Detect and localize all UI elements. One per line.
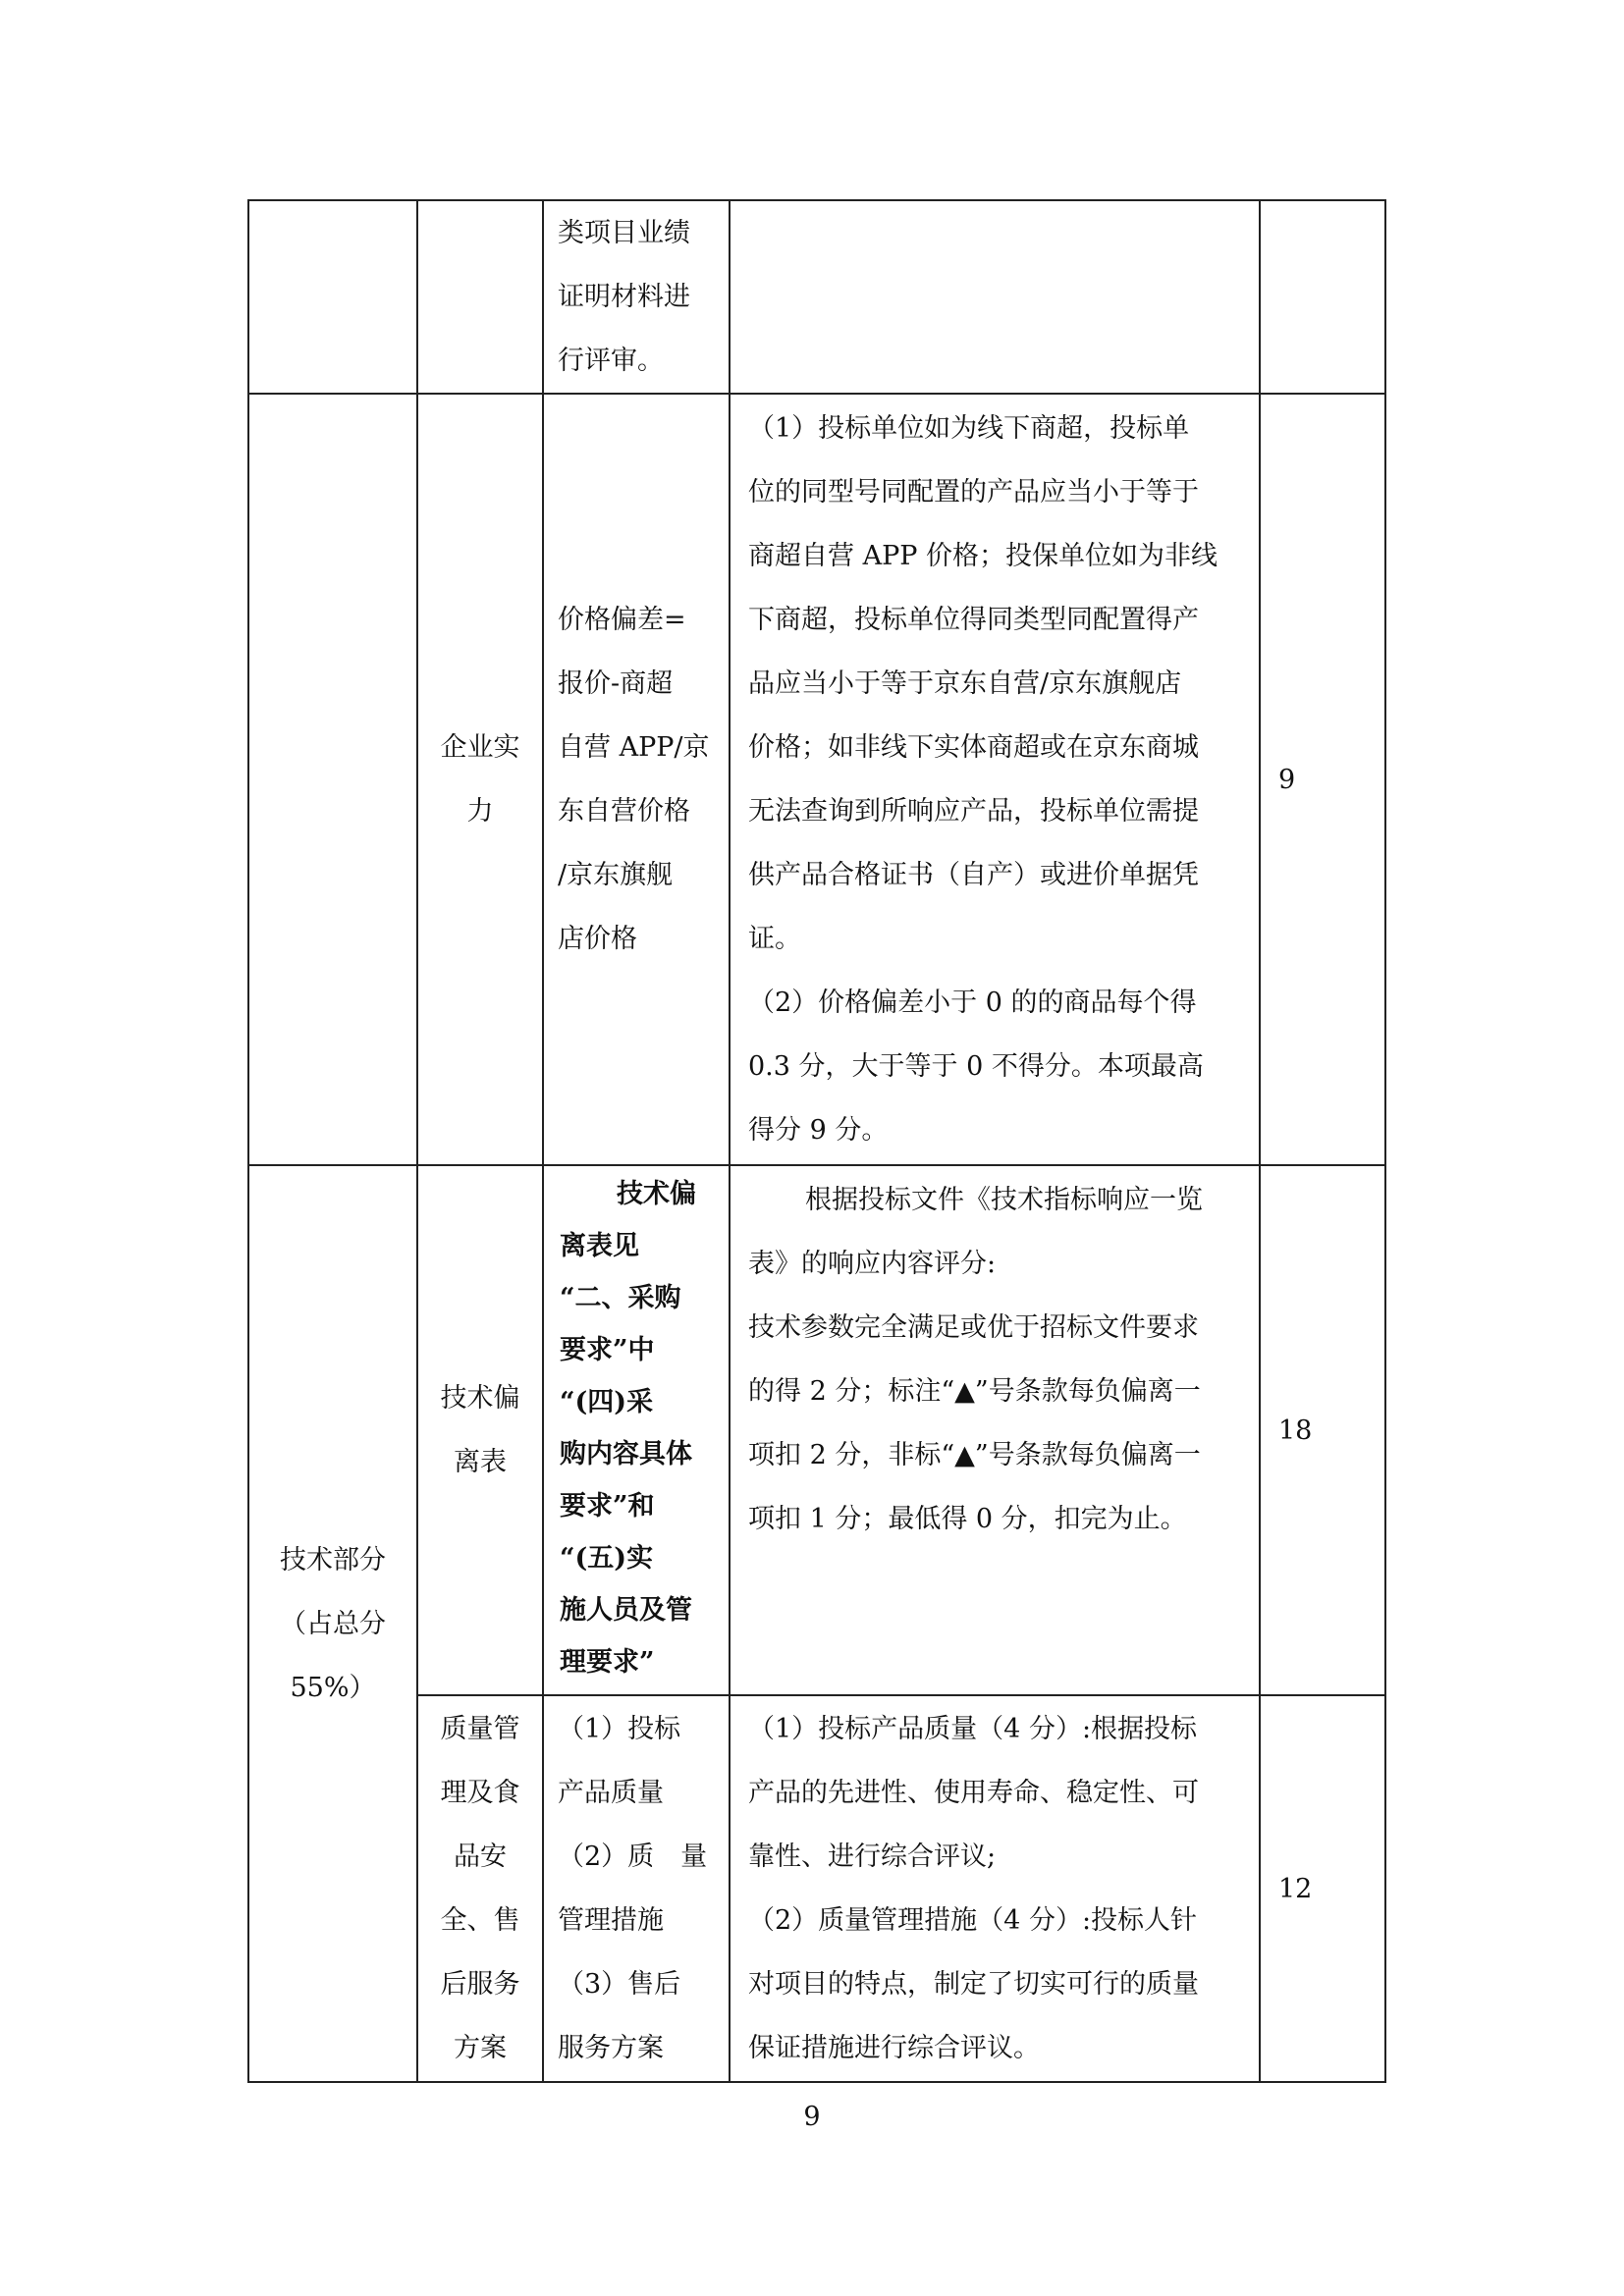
standard-cell (543, 1695, 730, 2082)
description-line: 项扣 2 分，非标“▲”号条款每负偏离一 (748, 1440, 1201, 1470)
category-cell-continued (248, 200, 417, 394)
description-cell (730, 1165, 1260, 1695)
description-line: （2）价格偏差小于 0 的的商品每个得 (748, 988, 1197, 1018)
standard-line: （2）质 量 (558, 1842, 708, 1872)
description-line: （1）投标产品质量（4 分）:根据投标 (748, 1714, 1198, 1744)
standard-line: 价格偏差= (558, 605, 686, 635)
category-cell-continued (248, 394, 417, 1165)
subitem-line: 全、售 (440, 1905, 520, 1936)
description-cell (730, 394, 1260, 1165)
standard-line: “(五)实 (560, 1543, 654, 1574)
standard-line: 技术偏 (617, 1179, 696, 1209)
table-row-performance-continued (248, 200, 1385, 394)
subitem-line: 技术偏 (440, 1383, 520, 1414)
description-line: 靠性、进行综合评议; (748, 1842, 997, 1872)
standard-line: 产品质量 (558, 1778, 664, 1808)
table-row-technical-deviation (248, 1165, 1385, 1695)
standard-cell (543, 394, 730, 1165)
subitem-line: 力 (466, 796, 494, 827)
description-line: 的得 2 分；标注“▲”号条款每负偏离一 (748, 1376, 1201, 1407)
score-value: 12 (1278, 1873, 1313, 1904)
score-cell (1260, 200, 1385, 394)
standard-line: 自营 APP/京 (558, 732, 710, 763)
standard-line: 施人员及管 (560, 1595, 692, 1626)
description-line: 无法查询到所响应产品，投标单位需提 (748, 796, 1199, 827)
standard-line: 报价-商超 (558, 668, 674, 699)
standard-line: “(四)采 (560, 1387, 654, 1417)
description-line: 技术参数完全满足或优于招标文件要求 (748, 1312, 1199, 1343)
score-value: 9 (1278, 764, 1296, 795)
standard-line: 店价格 (558, 924, 637, 954)
score-cell (1260, 1695, 1385, 2082)
scoring-table (247, 199, 1386, 2083)
score-value: 18 (1278, 1415, 1313, 1446)
standard-line: 购内容具体 (560, 1439, 692, 1469)
standard-line: （1）投标 (558, 1714, 681, 1744)
description-line: 项扣 1 分；最低得 0 分，扣完为止。 (748, 1504, 1187, 1534)
standard-line: 要求”中 (560, 1335, 655, 1365)
standard-line: 东自营价格 (558, 796, 690, 827)
category-line: 技术部分 (280, 1544, 386, 1575)
description-line: 品应当小于等于京东自营/京东旗舰店 (748, 668, 1182, 699)
description-line: 商超自营 APP 价格；投保单位如为非线 (748, 541, 1218, 571)
standard-line: /京东旗舰 (558, 860, 674, 890)
subitem-line: 品安 (454, 1842, 507, 1872)
description-line: 下商超，投标单位得同类型同配置得产 (748, 605, 1199, 635)
description-line: （1）投标单位如为线下商超，投标单 (748, 413, 1190, 444)
standard-line: 要求”和 (560, 1491, 655, 1522)
page-number: 9 (803, 2102, 821, 2132)
table-row-enterprise-strength (248, 394, 1385, 1165)
subitem-cell (417, 1165, 543, 1695)
standard-line: 离表见 (560, 1231, 639, 1261)
description-line: 产品的先进性、使用寿命、稳定性、可 (748, 1778, 1199, 1808)
description-line: 价格；如非线下实体商超或在京东商城 (748, 732, 1199, 763)
subitem-cell (417, 1695, 543, 2082)
description-line: 0.3 分，大于等于 0 不得分。本项最高 (748, 1051, 1204, 1082)
description-cell (730, 1695, 1260, 2082)
category-line: （占总分 (280, 1608, 386, 1639)
table-row-quality-management (248, 1695, 1385, 2082)
subitem-line: 离表 (454, 1447, 507, 1477)
standard-line: 证明材料进 (558, 282, 690, 312)
description-line: 对项目的特点，制定了切实可行的质量 (748, 1969, 1199, 2000)
description-cell (730, 200, 1260, 394)
category-cell-technical (248, 1165, 417, 2082)
description-line: 位的同型号同配置的产品应当小于等于 (748, 477, 1199, 507)
category-line: 55%） (290, 1672, 376, 1703)
description-line: 证。 (748, 924, 801, 954)
subitem-cell (417, 394, 543, 1165)
standard-line: 服务方案 (558, 2033, 664, 2063)
score-cell (1260, 394, 1385, 1165)
description-line: 得分 9 分。 (748, 1115, 889, 1146)
description-line: 供产品合格证书（自产）或进价单据凭 (748, 860, 1199, 890)
description-line: 根据投标文件《技术指标响应一览 (805, 1185, 1203, 1215)
description-line: 保证措施进行综合评议。 (748, 2033, 1040, 2063)
standard-line: 管理措施 (558, 1905, 664, 1936)
standard-line: 类项目业绩 (558, 218, 690, 248)
standard-line: 行评审。 (558, 346, 664, 376)
subitem-line: 理及食 (440, 1778, 520, 1808)
subitem-line: 企业实 (440, 732, 520, 763)
subitem-cell-continued (417, 200, 543, 394)
description-line: （2）质量管理措施（4 分）:投标人针 (748, 1905, 1198, 1936)
standard-line: （3）售后 (558, 1969, 681, 2000)
standard-line: 理要求” (560, 1647, 655, 1678)
subitem-line: 方案 (454, 2033, 507, 2063)
subitem-line: 后服务 (440, 1969, 520, 2000)
score-cell (1260, 1165, 1385, 1695)
description-line: 表》的响应内容评分: (748, 1249, 997, 1279)
subitem-line: 质量管 (440, 1714, 520, 1744)
standard-cell (543, 200, 730, 394)
standard-cell (543, 1165, 730, 1695)
standard-line: “二、采购 (560, 1283, 681, 1313)
